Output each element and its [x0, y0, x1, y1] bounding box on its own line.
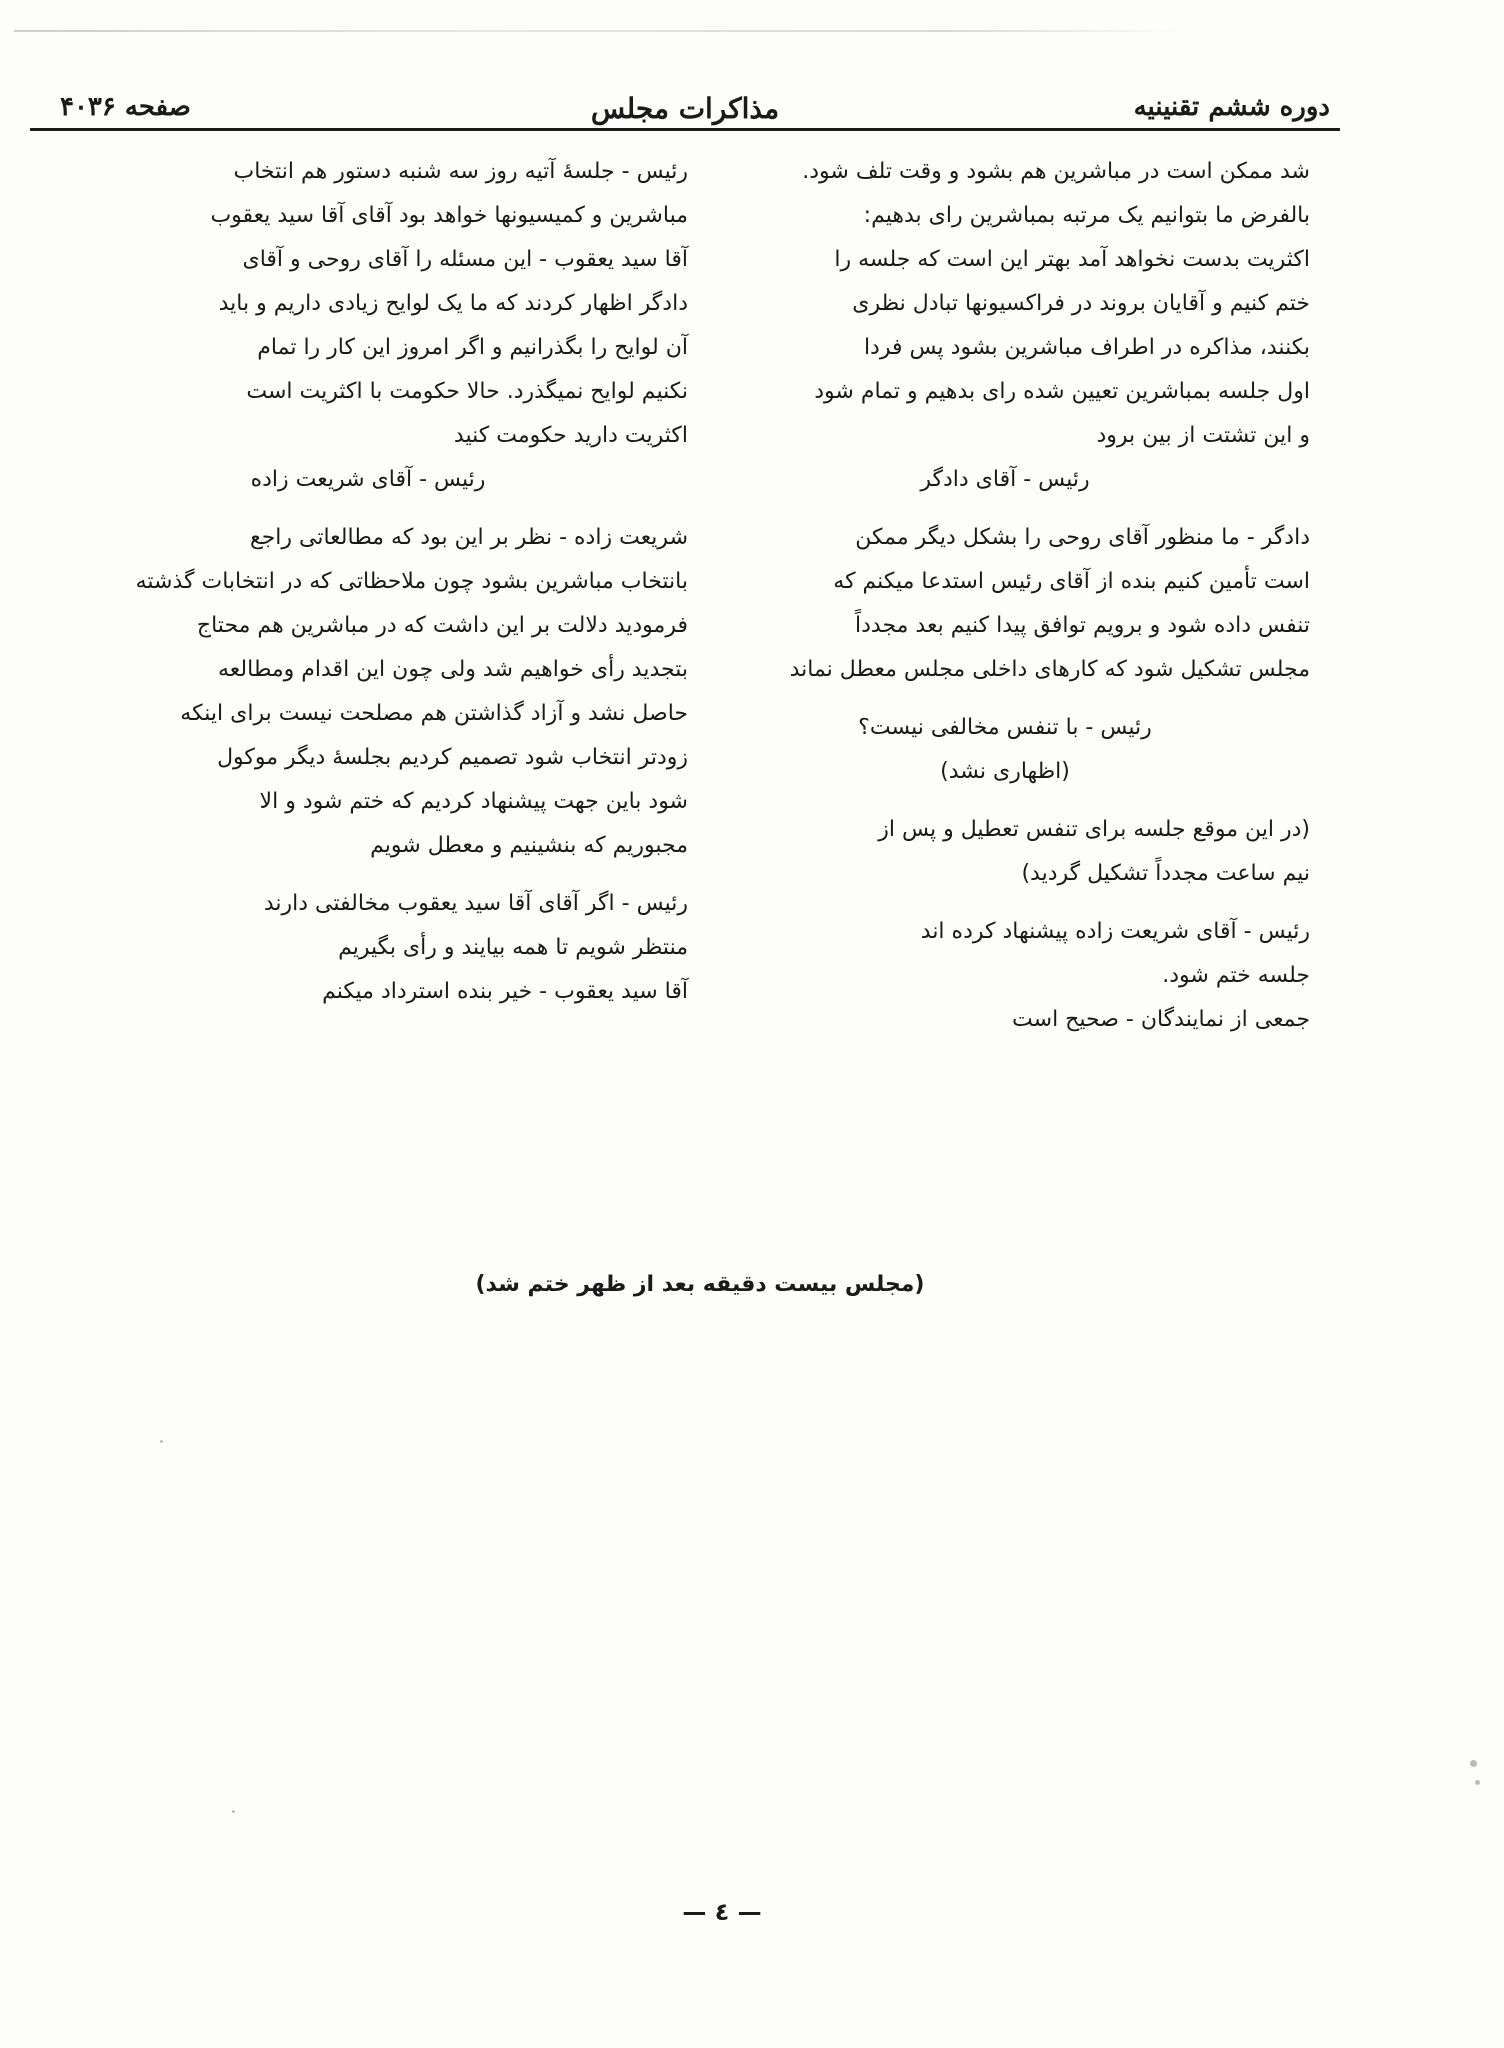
text-line: (اظهاری نشد) [940, 759, 1070, 784]
text-line: مجبوریم که بنشینیم و معطل شویم [370, 833, 688, 858]
page-title: مذاکرات مجلس [590, 92, 780, 125]
left-column [48, 150, 688, 1014]
scan-speck [232, 1810, 235, 1813]
text-line: دادگر - ما منظور آقای روحی را بشکل دیگر ممکن [855, 525, 1310, 550]
page-number: — ٤ — [682, 1898, 762, 1926]
page-label: صفحه ۴۰۳۶ [60, 92, 191, 122]
text-line: فرمودید دلالت بر این داشت که در مباشرین هم محتاج [196, 613, 688, 638]
scan-edge-mark [14, 30, 1184, 32]
scan-speck [1470, 1760, 1477, 1767]
text-line: نیم ساعت مجدداً تشکیل گردید) [1021, 861, 1310, 886]
text-line: بتجدید رأی خواهیم شد ولی چون این اقدام ومطالعه [218, 657, 688, 682]
text-line: اکثریت دارید حکومت کنید [453, 423, 688, 448]
session-label: دوره ششم تقنینیه [1133, 92, 1330, 122]
text-line: دادگر اظهار کردند که ما یک لوایح زیادی داریم و باید [218, 291, 688, 316]
text-line: بالفرض ما بتوانیم یک مرتبه بمباشرین رای بدهیم: [863, 203, 1310, 228]
text-line: شریعت زاده - نظر بر این بود که مطالعاتی راجع [249, 525, 688, 550]
text-line: اکثریت بدست نخواهد آمد بهتر این است که جلسه را [834, 247, 1310, 272]
text-line: رئیس - آقای شریعت زاده پیشنهاد کرده اند [920, 919, 1310, 944]
text-line: آقا سید یعقوب - خیر بنده استرداد میکنم [322, 979, 688, 1004]
text-line: رئیس - با تنفس مخالفی نیست؟ [858, 715, 1152, 740]
text-line: رئیس - اگر آقای آقا سید یعقوب مخالفتی دارند [263, 891, 688, 916]
text-line: نکنیم لوایح نمیگذرد. حالا حکومت با اکثریت است [246, 379, 688, 404]
text-line: مجلس تشکیل شود که کارهای داخلی مجلس معطل نماند [789, 657, 1310, 682]
closing-note: (مجلس بیست دقیقه بعد از ظهر ختم شد) [475, 1272, 925, 1297]
text-line: رئیس - جلسهٔ آتیه روز سه شنبه دستور هم انتخاب [233, 159, 688, 184]
text-line: جلسه ختم شود. [1162, 963, 1310, 988]
text-line: آن لوایح را بگذرانیم و اگر امروز این کار را تمام [257, 335, 688, 360]
text-line: مباشرین و کمیسیونها خواهد بود آقای آقا سید یعقوب [210, 203, 688, 228]
text-line: جمعی از نمایندگان - صحیح است [1012, 1007, 1310, 1032]
text-line: رئیس - آقای شریعت زاده [250, 467, 486, 492]
header-divider [30, 128, 1340, 131]
text-line: (در این موقع جلسه برای تنفس تعطیل و پس از [878, 817, 1310, 842]
text-line: بکنند، مذاکره در اطراف مباشرین بشود پس فردا [863, 335, 1310, 360]
text-line: حاصل نشد و آزاد گذاشتن هم مصلحت نیست برای اینکه [180, 701, 688, 726]
text-line: شود باین جهت پیشنهاد کردیم که ختم شود و الا [259, 789, 688, 814]
scan-speck [1475, 1780, 1480, 1785]
text-line: و این تشتت از بین برود [1096, 423, 1310, 448]
text-line: زودتر انتخاب شود تصمیم کردیم بجلسهٔ دیگر موکول [217, 745, 688, 770]
text-line: منتظر شویم تا همه بیایند و رأی بگیریم [338, 935, 688, 960]
text-line: آقا سید یعقوب - این مسئله را آقای روحی و آقای [242, 247, 688, 272]
text-line: ختم کنیم و آقایان بروند در فراکسیونها تبادل نظری [852, 291, 1310, 316]
text-line: بانتخاب مباشرین بشود چون ملاحظاتی که در انتخابات گذشته [135, 569, 688, 594]
text-line: است تأمین کنیم بنده از آقای رئیس استدعا میکنم که [833, 569, 1310, 594]
text-line: شد ممکن است در مباشرین هم بشود و وقت تلف شود. [802, 159, 1310, 184]
text-line: اول جلسه بمباشرین تعیین شده رای بدهیم و تمام شود [814, 379, 1310, 404]
scan-speck [160, 1440, 163, 1443]
text-line: تنفس داده شود و برویم توافق پیدا کنیم بعد مجدداً [855, 613, 1310, 638]
right-column [700, 150, 1310, 1042]
text-line: رئیس - آقای دادگر [920, 467, 1090, 492]
